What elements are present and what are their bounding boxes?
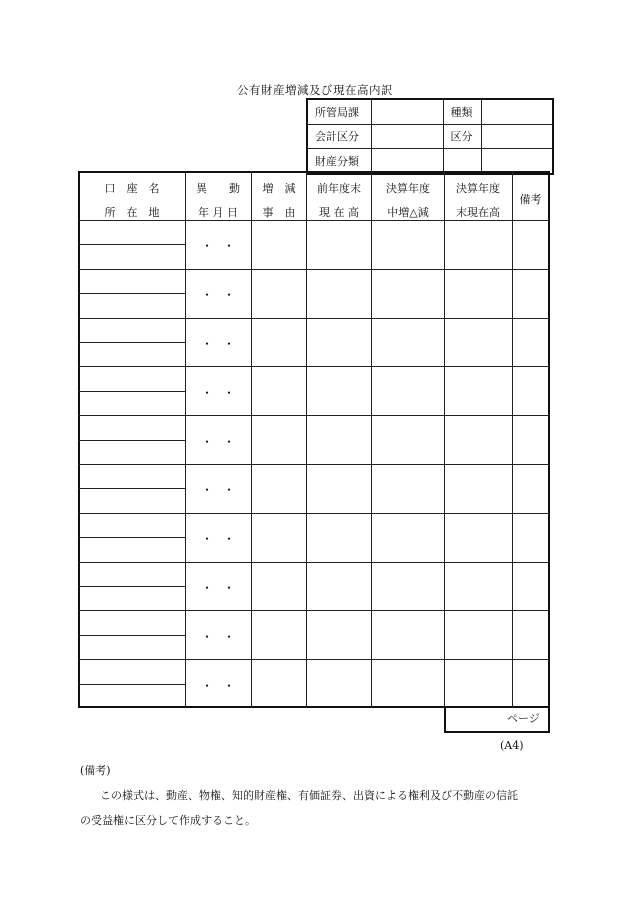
date-placeholder: ・・	[201, 532, 246, 547]
date-placeholder: ・・	[201, 288, 246, 303]
grid-col-line	[512, 171, 513, 708]
meta-label-type: 種類	[443, 99, 481, 124]
header-settle-current-top: 決算年度	[456, 182, 500, 195]
account-sub-line	[78, 635, 185, 636]
meta-value-extra-1[interactable]	[443, 149, 481, 174]
header-change: 異 動	[196, 182, 240, 195]
header-bottom-line	[78, 220, 550, 221]
grid-row-line	[78, 415, 550, 416]
page-label: ページ	[507, 712, 540, 725]
account-sub-line	[78, 537, 185, 538]
meta-value-department[interactable]	[371, 99, 443, 124]
meta-label-department: 所管局課	[307, 99, 371, 124]
account-sub-line	[78, 391, 185, 392]
meta-label-account: 会計区分	[307, 124, 371, 149]
grid-row-line	[78, 464, 550, 465]
grid-row-line	[78, 659, 550, 660]
grid-row-line	[78, 513, 550, 514]
notes-line-1: この様式は、動産、物権、知的財産権、有価証券、出資による権利及び不動産の信託	[100, 789, 518, 802]
header-settle-current-bot: 末現在高	[456, 206, 500, 219]
date-placeholder: ・・	[201, 678, 246, 693]
paper-size: (A4)	[500, 739, 524, 752]
header-change-reason-bot: 事 由	[262, 206, 296, 219]
account-sub-line	[78, 440, 185, 441]
account-sub-line	[78, 586, 185, 587]
account-sub-line	[78, 684, 185, 685]
header-account-name: 口 座 名	[104, 182, 160, 195]
grid-col-line	[251, 171, 252, 708]
meta-value-extra-2[interactable]	[481, 149, 553, 174]
grid-col-line	[185, 171, 186, 708]
meta-value-category[interactable]	[481, 124, 553, 149]
meta-value-type[interactable]	[481, 99, 553, 124]
meta-label-category: 区分	[443, 124, 481, 149]
date-placeholder: ・・	[201, 385, 246, 400]
account-sub-line	[78, 342, 185, 343]
grid-row-line	[78, 318, 550, 319]
date-placeholder: ・・	[201, 337, 246, 351]
grid-row-line	[78, 562, 550, 563]
date-placeholder: ・・	[201, 239, 246, 254]
date-placeholder: ・・	[201, 483, 246, 498]
grid-row-line	[78, 610, 550, 611]
header-settle-change-top: 決算年度	[386, 182, 430, 195]
date-placeholder: ・・	[201, 581, 246, 595]
header-settle-change-bot: 中増△減	[387, 206, 429, 219]
notes-line-2: の受益権に区分して作成すること。	[80, 814, 256, 827]
meta-value-account[interactable]	[371, 124, 443, 149]
grid-col-line	[444, 171, 445, 708]
header-date: 年 月 日	[198, 206, 238, 219]
header-remarks: 備考	[519, 193, 542, 206]
account-sub-line	[78, 244, 185, 245]
notes-heading: (備考)	[80, 764, 111, 777]
meta-table	[306, 98, 554, 175]
meta-label-property-class: 財産分類	[307, 149, 371, 174]
grid-col-line	[371, 171, 372, 708]
header-prev-year-bot: 現 在 高	[319, 206, 359, 219]
grid-row-line	[78, 366, 550, 367]
meta-value-property-class[interactable]	[371, 149, 443, 174]
date-placeholder: ・・	[201, 434, 246, 449]
header-change-reason-top: 増 減	[262, 182, 296, 195]
form-title: 公有財産増減及び現在高内訳	[237, 83, 393, 97]
grid-row-line	[78, 269, 550, 270]
header-prev-year-top: 前年度末	[317, 182, 361, 195]
account-sub-line	[78, 488, 185, 489]
date-placeholder: ・・	[201, 629, 246, 644]
account-sub-line	[78, 293, 185, 294]
grid-col-line	[306, 171, 307, 708]
header-location: 所 在 地	[104, 206, 160, 219]
